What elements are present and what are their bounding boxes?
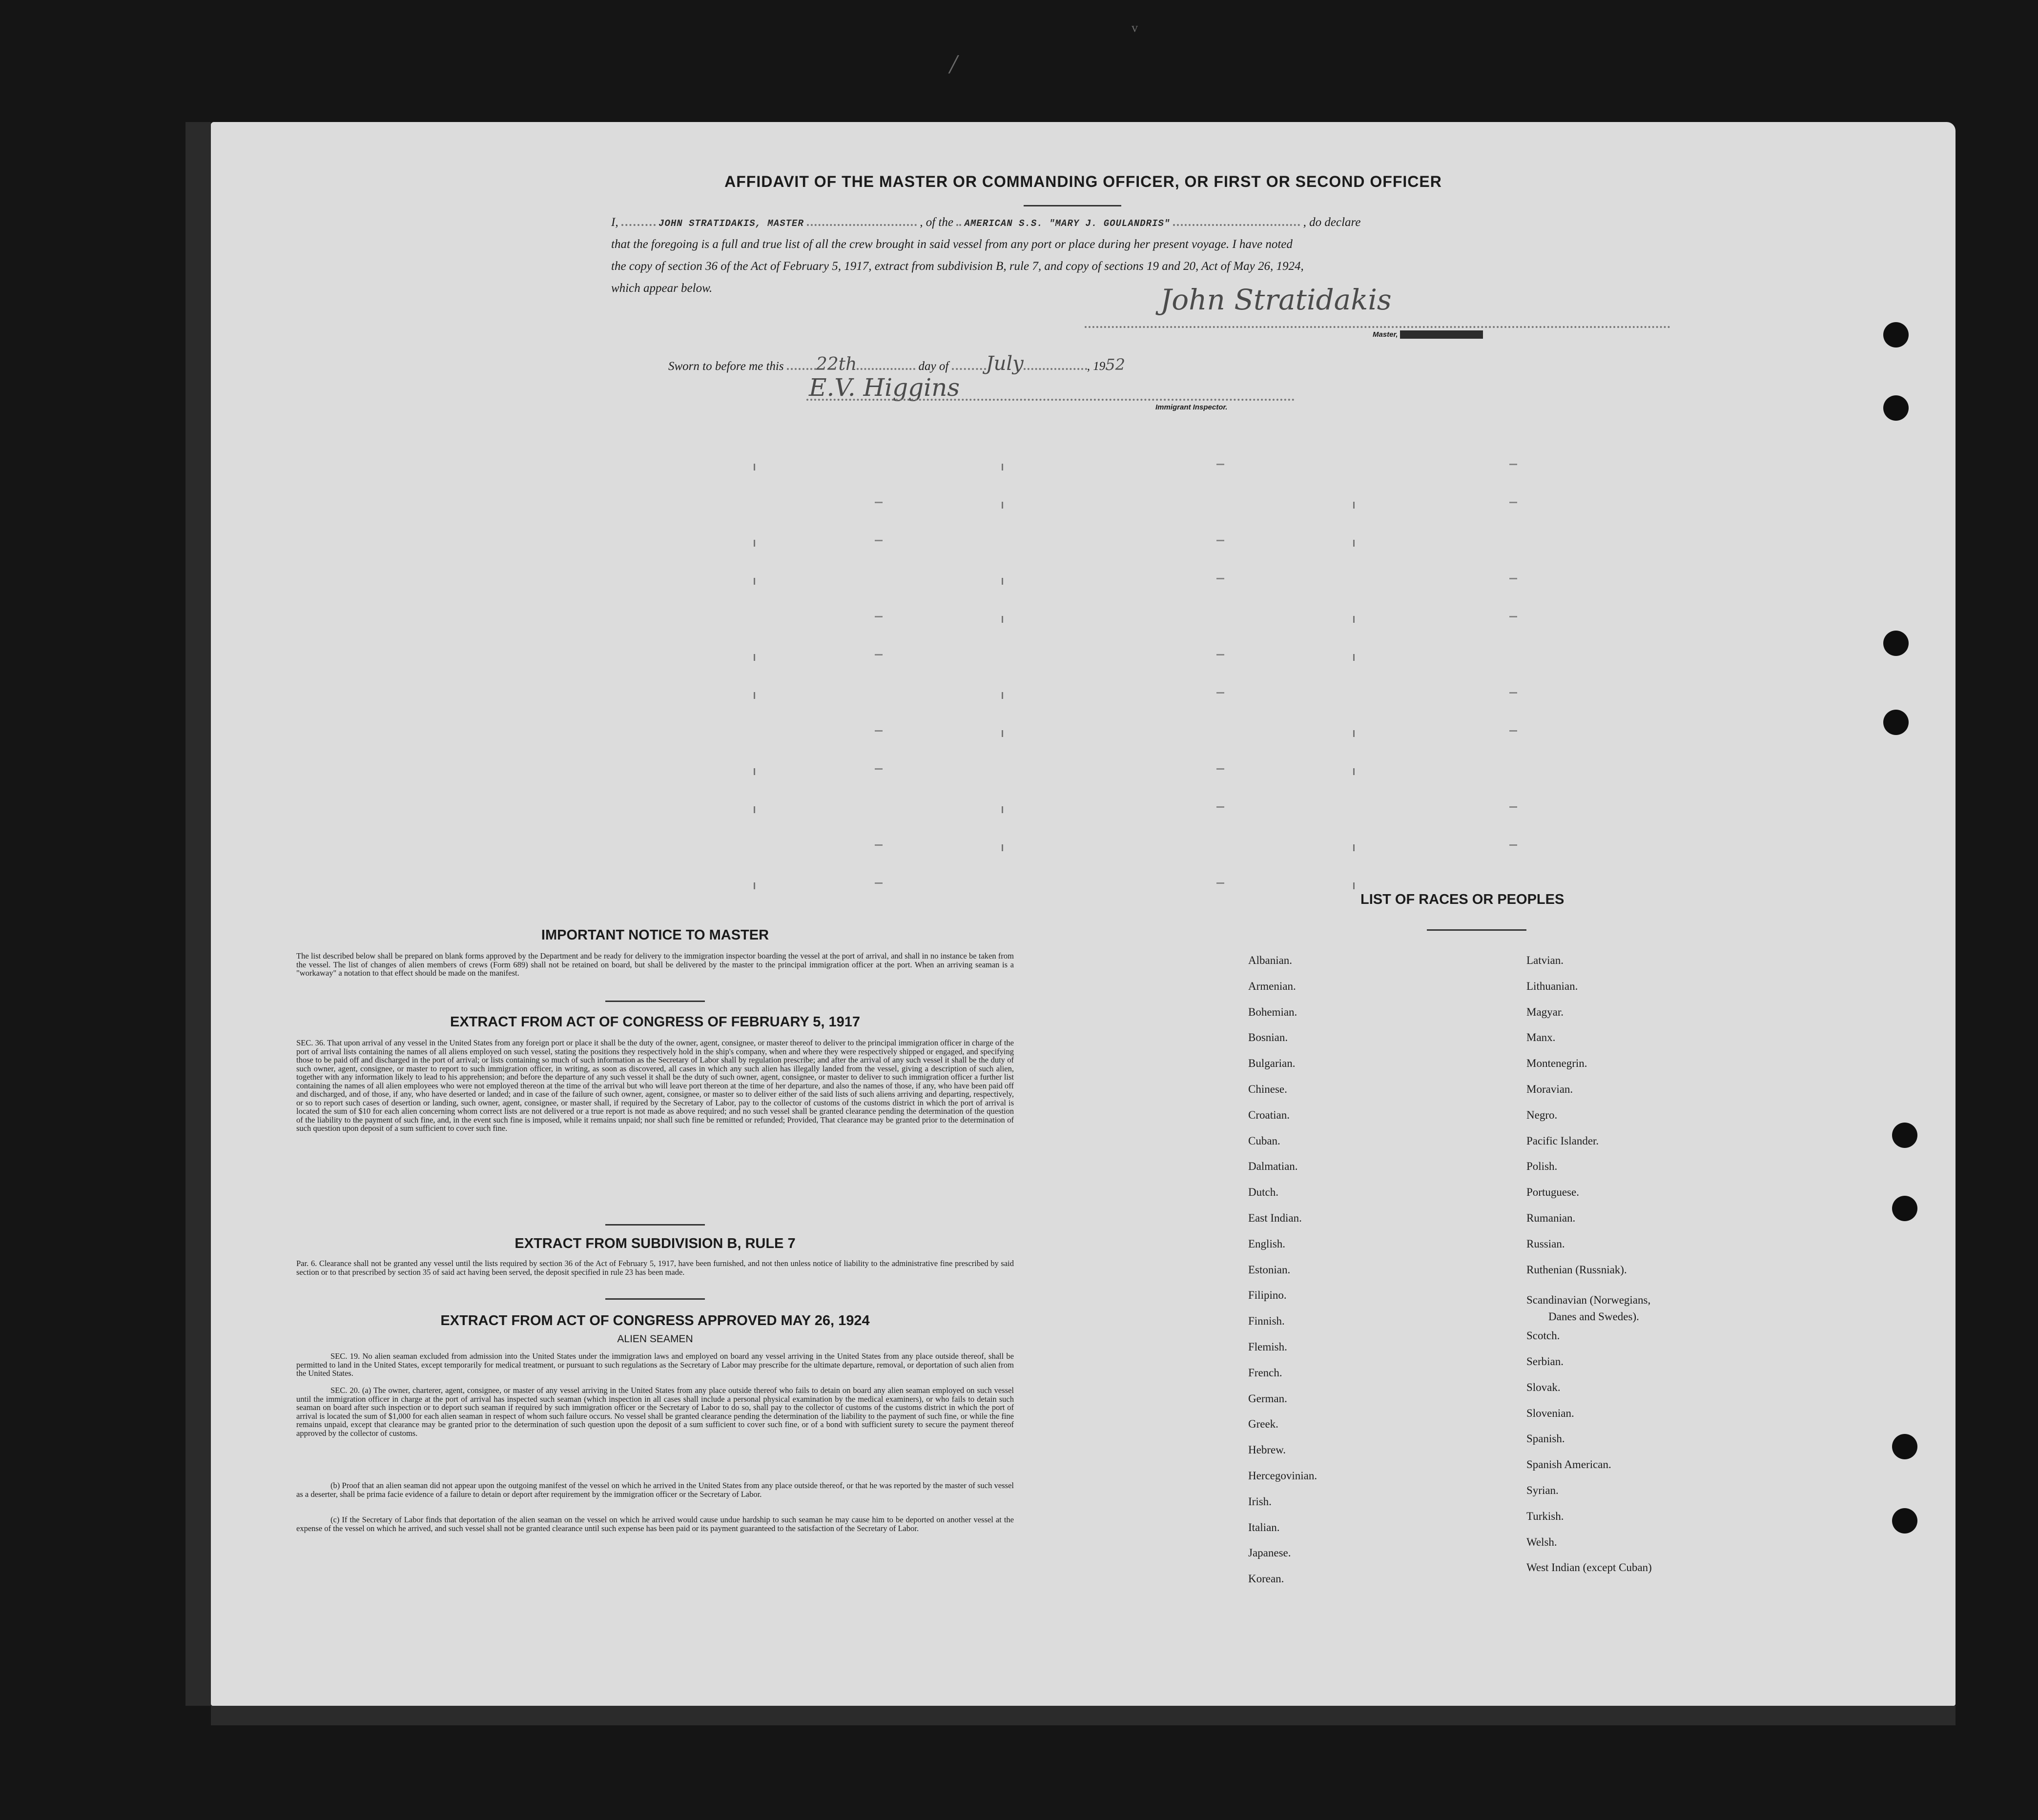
document-page (211, 122, 1956, 1706)
column-tick (754, 806, 755, 813)
punch-hole (1892, 1123, 1917, 1148)
race-item: German. (1248, 1392, 1287, 1405)
race-item: Filipino. (1248, 1289, 1287, 1302)
column-tick (1002, 578, 1003, 585)
race-item: Scotch. (1526, 1329, 1560, 1342)
sworn-month: July (986, 352, 1024, 375)
race-item: Cuban. (1248, 1134, 1280, 1147)
column-tick (1002, 692, 1003, 699)
affidavit-prefix: I, (611, 216, 618, 229)
column-tick (875, 768, 883, 770)
extract-1924-para-3: (b) Proof that an alien seaman did not appear upon the outgoing manifest of the vessel on which he arrived in the United States from any place outside thereof, or that he was reported by the master of such vessel as a deserter, shall be prima facie evidence of a failure to detain or deport after requirement by the immigration officer or the Secretary of Labor. (296, 1481, 1014, 1499)
race-item: Syrian. (1526, 1484, 1559, 1496)
column-tick (1002, 730, 1003, 737)
extract-1924-para-2: SEC. 20. (a) The owner, charterer, agent, consignee, or master of any vessel arriving in the United States from any place outside thereof who fails to detain on board any alien seaman employed on such vessel until the immigration officer in charge at the port of arrival has inspected such seaman (which inspection in all cases shall include a personal physical examination by the medical examiners), or who fails to detain such seaman on board after such inspection or to deport such seaman if required by such immigration officer or the Secretary of Labor to do so, shall pay to the collector of customs of the customs district in which the port of arrival is located the sum of $1,000 for each alien seaman in respect of whom such failure occurs. No vessel shall be granted clearance pending the determination of the liability to the payment of such fine, or while the fine remains unpaid, except that clearance may be granted prior to the determination of such question upon the deposit of a sum sufficient to cover such fine, or of a bond with sufficient surety to secure the payment thereof approved by the collector of customs. (296, 1386, 1014, 1438)
punch-hole (1892, 1196, 1917, 1221)
top-margin-mark-v: v (1132, 20, 1138, 35)
race-item: East Indian. (1248, 1212, 1302, 1224)
column-tick (1509, 730, 1517, 732)
punch-hole (1883, 322, 1909, 348)
race-item: Moravian. (1526, 1083, 1573, 1095)
extract-1924-para-1: SEC. 19. No alien seaman excluded from admission into the United States under the immigration laws and employed on board any vessel arriving in the United States from any place outside thereof, shall be permitted to land in the United States, except temporarily for medical treatment, or pursuant to such regulations as the Secretary of Labor may prescribe for the ultimate departure, removal, or deportation of such alien from the United States. (296, 1351, 1014, 1378)
inspector-caption: Immigrant Inspector. (1155, 403, 1228, 411)
punch-hole (1883, 710, 1909, 735)
race-item: Welsh. (1526, 1535, 1557, 1548)
punch-hole (1892, 1434, 1917, 1459)
race-item: French. (1248, 1366, 1282, 1379)
column-tick (1002, 502, 1003, 509)
race-item: Danes and Swedes). (1548, 1310, 1639, 1323)
extract-1924-subtitle: ALIEN SEAMEN (617, 1333, 693, 1345)
column-tick (1353, 502, 1355, 509)
race-item: Hercegovinian. (1248, 1470, 1317, 1482)
scan-edge-bottom (211, 1706, 1956, 1725)
column-tick (754, 882, 755, 889)
column-tick (1509, 692, 1517, 694)
vessel-name: AMERICAN S.S. "MARY J. GOULANDRIS" (964, 218, 1171, 229)
punch-hole (1892, 1508, 1917, 1534)
column-tick (875, 730, 883, 732)
section-rule (605, 1001, 705, 1002)
race-item: Japanese. (1248, 1547, 1291, 1559)
signature-caption: Master, First or Second Officer (1373, 330, 1483, 339)
column-tick (754, 464, 755, 470)
race-item: Magyar. (1526, 1005, 1564, 1018)
race-item: Bosnian. (1248, 1031, 1288, 1044)
inspector-dotted-line (806, 399, 1295, 401)
race-item: Slovak. (1526, 1381, 1561, 1393)
extract-1917-text: SEC. 36. That upon arrival of any vessel in the United States from any foreign port or place it shall be the duty of the owner, agent, consignee, or master thereof to deliver to the principal immigration officer in charge of the port of arrival lists containing the names of all aliens employed on such vessel, stating the positions they respectively hold in the ship's company, when and where they were respectively shipped or engaged, and specifying those to be paid off and discharged in the port of arrival; or lists containing so much of such information as the Secretary of Labor shall by regulation prescribe; and after the arrival of any such vessel it shall be the duty of such owner, agent, consignee, or master to report to such immigration officer, in writing, as soon as discovered, all cases in which any such alien has illegally landed from the vessel, giving a description of such alien, together with any information likely to lead to his apprehension; and before the departure of any such vessel it shall be the duty of such owner, agent, consignee, or master to deliver to such immigration officer a further list containing the names of all alien employees who were not employed thereon at the time of the arrival but who will leave port thereon at the time of her departure, and also the names of those, if any, who have been paid off and discharged, and of those, if any, who have deserted or landed; and in case of the failure of such owner, agent, consignee, or master so to deliver either of the said lists of such aliens arriving and departing, respectively, or so to report such cases of desertion or landing, such owner, agent, consignee, or master shall, if required by the Secretary of Labor, pay to the collector of customs of the customs district in which the port of arrival is located the sum of $10 for each alien concerning whom correct lists are not delivered or a true report is not made as above required; and no such vessel shall be granted clearance pending the determination of the question of the liability to the payment of such fine, and, in the event such fine is imposed, while it remains unpaid; nor shall such fine be remitted or refunded; Provided, That clearance may be granted prior to the determination of such question upon deposit of a sum sufficient to cover such fine. (296, 1038, 1014, 1133)
race-item: Ruthenian (Russniak). (1526, 1263, 1627, 1276)
scan-edge-left (185, 122, 211, 1706)
column-tick (754, 578, 755, 585)
column-tick (1002, 806, 1003, 813)
column-tick (875, 502, 883, 503)
master-name: JOHN STRATIDAKIS, MASTER (659, 218, 804, 229)
race-item: Rumanian. (1526, 1212, 1576, 1224)
column-tick (1216, 578, 1224, 579)
column-tick (875, 616, 883, 617)
section-rule (605, 1224, 705, 1226)
race-item: Armenian. (1248, 980, 1296, 992)
race-item: Slovenian. (1526, 1407, 1574, 1419)
column-tick (1216, 806, 1224, 808)
notice-title: IMPORTANT NOTICE TO MASTER (541, 927, 769, 943)
column-tick (754, 654, 755, 661)
race-item: Chinese. (1248, 1083, 1287, 1095)
race-item: Portuguese. (1526, 1186, 1579, 1199)
column-tick (875, 844, 883, 846)
race-item: Manx. (1526, 1031, 1556, 1044)
struck-officer-caption: First or Second Officer (1400, 330, 1483, 339)
column-tick (1509, 844, 1517, 846)
race-item: Estonian. (1248, 1263, 1291, 1276)
race-item: Bohemian. (1248, 1005, 1297, 1018)
column-tick (1216, 768, 1224, 770)
race-item: Flemish. (1248, 1341, 1287, 1353)
master-signature: John Stratidakis (1160, 283, 1392, 316)
column-tick (1509, 616, 1517, 617)
punch-hole (1883, 395, 1909, 421)
column-tick (1002, 844, 1003, 851)
sworn-year: 52 (1105, 355, 1125, 374)
race-item: Korean. (1248, 1573, 1284, 1585)
races-title-rule (1427, 929, 1526, 931)
column-tick (875, 654, 883, 655)
race-item: Spanish. (1526, 1432, 1565, 1445)
notice-text: The list described below shall be prepared on blank forms approved by the Department and be ready for delivery to the immigration inspector boarding the vessel at the port of arrival, and shall in no instance be taken from the vessel. The list of changes of alien members of crews (Form 689) shall not be retained on board, but shall be delivered by the master to the principal immigration officer at the port. When an arriving seaman is a "workaway" a notation to that effect should be made on the manifest. (296, 951, 1014, 978)
sworn-line: Sworn to before me this 22th day of July , 1952 (668, 352, 1125, 375)
race-item: Polish. (1526, 1160, 1558, 1173)
race-item: Dalmatian. (1248, 1160, 1298, 1173)
race-item: Bulgarian. (1248, 1057, 1296, 1070)
column-tick (1509, 806, 1517, 808)
top-margin-mark: / (949, 49, 957, 80)
extract-1917-title: EXTRACT FROM ACT OF CONGRESS OF FEBRUARY 5, 1917 (450, 1014, 861, 1030)
race-item: Pacific Islander. (1526, 1134, 1599, 1147)
race-item: Russian. (1526, 1237, 1565, 1250)
column-tick (1353, 654, 1355, 661)
race-item: Croatian. (1248, 1108, 1290, 1121)
column-tick (1002, 616, 1003, 623)
extract-1924-title: EXTRACT FROM ACT OF CONGRESS APPROVED MAY 26, 1924 (440, 1313, 870, 1329)
race-item: Dutch. (1248, 1186, 1278, 1199)
column-tick (1509, 578, 1517, 579)
race-item: Scandinavian (Norwegians, (1526, 1294, 1651, 1307)
race-item: Serbian. (1526, 1355, 1564, 1368)
race-item: Irish. (1248, 1495, 1272, 1508)
affidavit-of-the: , of the (920, 216, 953, 229)
inspector-signature: E.V. Higgins (809, 373, 960, 402)
race-item: Latvian. (1526, 954, 1564, 966)
race-item: West Indian (except Cuban) (1526, 1561, 1652, 1574)
column-tick (1002, 464, 1003, 470)
affidavit-line-3: the copy of section 36 of the Act of February 5, 1917, extract from subdivision B, rule 7, and copy of sections 19 and 20, Act of May 26, 1924, (611, 260, 1304, 273)
signature-dotted-line (1085, 326, 1670, 328)
extract-rule7-title: EXTRACT FROM SUBDIVISION B, RULE 7 (515, 1236, 796, 1251)
column-tick (875, 540, 883, 541)
race-item: Italian. (1248, 1521, 1280, 1534)
extract-rule7-text: Par. 6. Clearance shall not be granted any vessel until the lists required by section 36 of the Act of February 5, 1917, have been furnished, and not then unless notice of liability to the administrative fine prescribed by said section or to that prescribed by section 35 of said act having been served, the deposit specified in rule 23 has been made. (296, 1259, 1014, 1277)
column-tick (1216, 692, 1224, 694)
column-tick (1216, 464, 1224, 465)
punch-hole (1883, 631, 1909, 656)
race-item: Albanian. (1248, 954, 1293, 966)
column-tick (1216, 882, 1224, 884)
race-item: English. (1248, 1237, 1286, 1250)
affidavit-line-1 (611, 216, 1749, 229)
column-tick (1509, 502, 1517, 503)
race-item: Turkish. (1526, 1510, 1564, 1522)
column-tick (1353, 768, 1355, 775)
title-rule (1024, 205, 1121, 206)
column-tick (754, 768, 755, 775)
column-tick (1353, 844, 1355, 851)
affidavit-line-4: which appear below. (611, 282, 713, 295)
sworn-day: 22th (816, 354, 857, 374)
column-tick (1353, 616, 1355, 623)
column-tick (1353, 882, 1355, 889)
affidavit-line-2: that the foregoing is a full and true list of all the crew brought in said vessel from any port or place during her present voyage. I have noted (611, 238, 1293, 251)
races-title: LIST OF RACES OR PEOPLES (1360, 892, 1565, 907)
column-tick (1353, 730, 1355, 737)
race-item: Montenegrin. (1526, 1057, 1587, 1070)
column-tick (1216, 540, 1224, 541)
race-item: Lithuanian. (1526, 980, 1578, 992)
column-tick (1353, 540, 1355, 547)
race-item: Negro. (1526, 1108, 1558, 1121)
section-rule (605, 1298, 705, 1300)
column-tick (875, 882, 883, 884)
column-tick (754, 692, 755, 699)
race-item: Hebrew. (1248, 1444, 1286, 1456)
affidavit-title: AFFIDAVIT OF THE MASTER OR COMMANDING OFFICER, OR FIRST OR SECOND OFFICER (724, 173, 1442, 190)
race-item: Greek. (1248, 1418, 1278, 1431)
column-tick (1509, 464, 1517, 465)
extract-1924-para-4: (c) If the Secretary of Labor finds that deportation of the alien seaman on the vessel on which he arrived would cause undue hardship to such seaman he may cause him to be deported on another vessel at the expense of the vessel on which he arrived, and such vessel shall not be granted clearance until such expense has been paid or its payment guaranteed to the satisfaction of the Secretary of Labor. (296, 1515, 1014, 1533)
column-tick (754, 540, 755, 547)
race-item: Finnish. (1248, 1315, 1285, 1328)
affidavit-declare: , do declare (1303, 216, 1361, 229)
column-tick (1216, 654, 1224, 655)
race-item: Spanish American. (1526, 1458, 1611, 1471)
